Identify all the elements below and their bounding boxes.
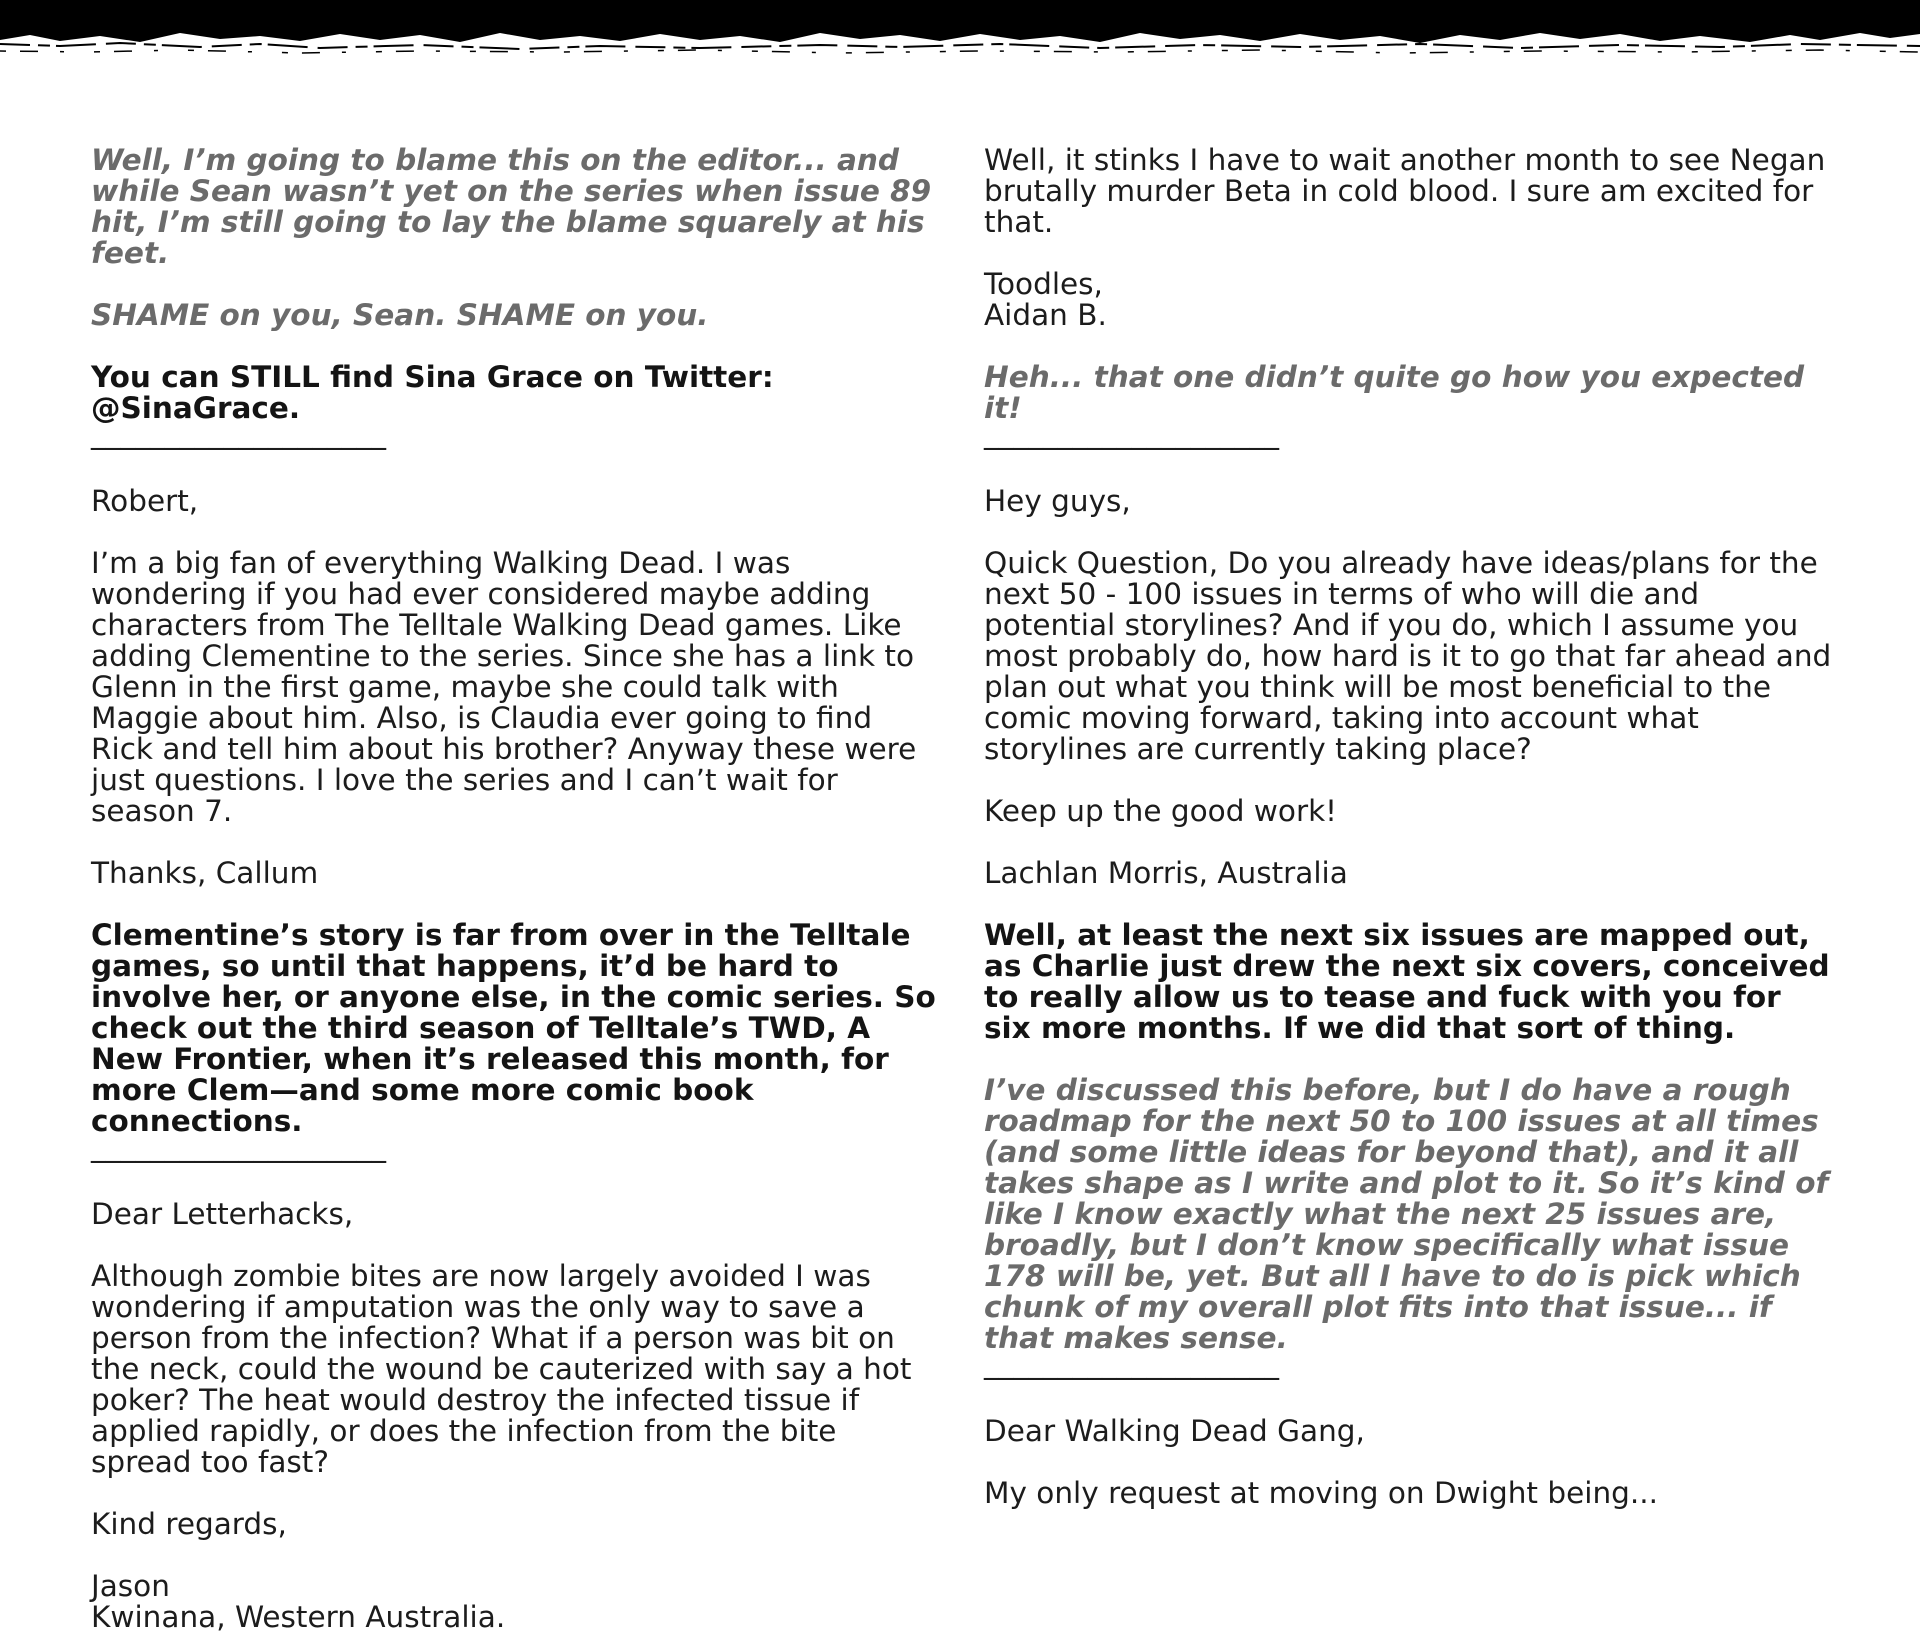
editor-reply: Well, I’m going to blame this on the editor... and while Sean wasn’t yet on the series when issue 89 hit, I’m still going to lay the blame squarely at his feet. (91, 143, 932, 270)
editor-reply: I’ve discussed this before, but I do have a rough roadmap for the next 50 to 100 issues at all times (and some little ideas for beyond that), and it all takes shape as I write and plot to it. So it’s kind of like I know exactly what the next 25 issues are, broadly, but I don’t know specifically what issue 178 will be, yet. But all I have to do is pick which chunk of my overall plot fits into that issue... if that makes sense. (984, 1073, 1829, 1355)
letter-name: Aidan B. (984, 298, 1107, 332)
divider: ____________________ (984, 1346, 1279, 1380)
divider: ____________________ (91, 1129, 386, 1163)
editor-reply: SHAME on you, Sean. SHAME on you. (91, 298, 709, 332)
letter-body-partial: My only request at moving on Dwight being... (984, 1476, 1658, 1510)
letter-name: Jason (91, 1569, 170, 1603)
letter-closing: Toodles, (984, 267, 1103, 301)
left-column (91, 145, 941, 1633)
divider: ____________________ (91, 416, 386, 450)
editor-response: Clementine’s story is far from over in the Telltale games, so until that happens, it’d be hard to involve her, or anyone else, in the comic series. So check out the third season of Telltale’s TWD, A New Frontier, when it’s released this month, for more Clem—and some more comic book connections. (91, 918, 936, 1138)
divider: ____________________ (984, 416, 1279, 450)
letter-salutation: Hey guys, (984, 484, 1131, 518)
right-column (984, 145, 1834, 1509)
letter-signoff: Thanks, Callum (91, 856, 319, 890)
letter-salutation: Dear Letterhacks, (91, 1197, 354, 1231)
letter-body: Well, it stinks I have to wait another month to see Negan brutally murder Beta in cold blood. I sure am excited for that. (984, 143, 1826, 239)
letter-signoff: Lachlan Morris, Australia (984, 856, 1348, 890)
letter-location: Kwinana, Western Australia. (91, 1600, 506, 1634)
letter-body: Quick Question, Do you already have ideas/plans for the next 50 - 100 issues in terms of who will die and potential storylines? And if you do, which I assume you most probably do, how hard is it to go that far ahead and plan out what you think will be most beneficial to the comic moving forward, taking into account what storylines are currently taking place? (984, 546, 1832, 766)
letter-salutation: Dear Walking Dead Gang, (984, 1414, 1365, 1448)
editor-reply: Heh... that one didn’t quite go how you expected it! (984, 360, 1805, 425)
letter-body: Although zombie bites are now largely avoided I was wondering if amputation was the only way to save a person from the infection? What if a person was bit on the neck, could the wound be cauterized with say a hot poker? The heat would destroy the infected tissue if applied rapidly, or does the infection from the bite spread too fast? (91, 1259, 912, 1479)
editor-note: You can STILL find Sina Grace on Twitter: @SinaGrace. (91, 360, 774, 425)
letter-body: I’m a big fan of everything Walking Dead. I was wondering if you had ever considered maybe adding characters from The Telltale Walking Dead games. Like adding Clementine to the series. Since she has a link to Glenn in the first game, maybe she could talk with Maggie about him. Also, is Claudia ever going to find Rick and tell him about his brother? Anyway these were just questions. I love the series and I can’t wait for season 7. (91, 546, 917, 828)
letter-closing: Keep up the good work! (984, 794, 1338, 828)
letter-closing: Kind regards, (91, 1507, 287, 1541)
brush-stroke-header (0, 0, 1920, 62)
editor-response: Well, at least the next six issues are mapped out, as Charlie just drew the next six covers, conceived to really allow us to tease and fuck with you for six more months. If we did that sort of thing. (984, 918, 1830, 1045)
letter-salutation: Robert, (91, 484, 199, 518)
